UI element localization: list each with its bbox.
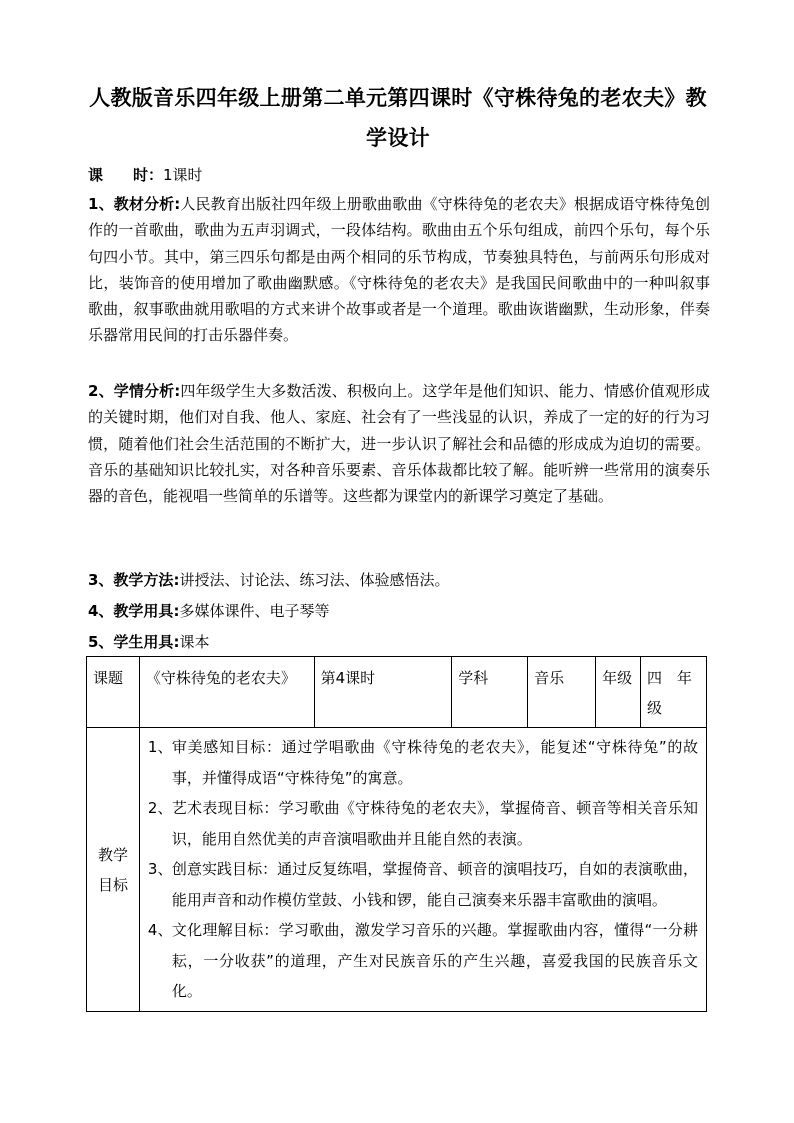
lesson-plan-table xyxy=(86,656,707,1012)
goal-item xyxy=(148,732,698,793)
goal-text: 艺术表现目标：学习歌曲《守株待兔的老农夫》，掌握倚音、顿音等相关音乐知识，能用自然优美的声音演唱歌曲并且能自然的表演。 xyxy=(171,799,698,848)
section-text: 讲授法、讨论法、练习法、体验感悟法。 xyxy=(179,571,450,589)
section-text: 人民教育出版社四年级上册歌曲歌曲《守株待兔的老农夫》根据成语守株待兔创作的一首歌曲，歌曲为五声羽调式，一段体结构。歌曲由五个乐句组成，前四个乐句，每个乐句四小节。其中，第三四乐句都是由两个相同的乐节构成，节奏独具特色，与前两乐句形成对比，装饰音的使用增加了歌曲幽默感。《守株待兔的老农夫》是我国民间歌曲中的一种叫叙事歌曲，叙事歌曲就用歌唱的方式来讲个故事或者是一个道理。歌曲诙谐幽默，生动形象，伴奏乐器常用民间的打击乐器伴奏。 xyxy=(88,195,710,345)
grade-value-cell: 四 年级 xyxy=(641,657,707,728)
section-teaching-tools xyxy=(88,598,710,624)
section-label: 4、教学用具: xyxy=(88,602,180,620)
section-teaching-method xyxy=(88,567,710,593)
goal-number: 4、 xyxy=(147,921,173,939)
section-text: 课本 xyxy=(179,633,210,651)
goal-text: 创意实践目标：通过反复练唱，掌握倚音、顿音的演唱技巧，自如的表演歌曲，能用声音和动作模仿堂鼓、小钱和锣，能自己演奏来乐器丰富歌曲的演唱。 xyxy=(171,860,698,909)
section-label: 2、学情分析: xyxy=(88,382,181,400)
lesson-cell: 第4课时 xyxy=(314,657,452,728)
goal-item xyxy=(148,854,698,915)
section-label: 5、学生用具: xyxy=(88,633,180,651)
section-label: 3、教学方法: xyxy=(88,571,180,589)
section-text: 多媒体课件、电子琴等 xyxy=(179,602,330,620)
goal-number: 1、 xyxy=(147,738,173,756)
section-textbook-analysis xyxy=(88,191,710,349)
goal-number: 3、 xyxy=(147,860,173,878)
document-title: 人教版音乐四年级上册第二单元第四课时《守株待兔的老农夫》教学设计 xyxy=(89,86,707,150)
table-goals-row xyxy=(87,728,707,1012)
section-label: 1、教材分析: xyxy=(88,195,181,213)
goal-text: 文化理解目标：学习歌曲，激发学习音乐的兴趣。掌握歌曲内容，懂得“一分耕耘，一分收获”的道理，产生对民族音乐的产生兴趣，喜爱我国的民族音乐文化。 xyxy=(171,921,698,1000)
goals-label-cell: 教学目标 xyxy=(87,728,140,1012)
section-student-tools xyxy=(88,629,710,655)
section-student-analysis xyxy=(88,378,710,509)
class-hours-value: 1课时 xyxy=(163,166,203,184)
topic-value-cell: 《守株待兔的老农夫》 xyxy=(139,657,314,728)
topic-label-cell: 课题 xyxy=(87,657,140,728)
subject-value-cell: 音乐 xyxy=(528,657,596,728)
class-hours-label: 课 时： xyxy=(88,166,164,184)
goal-text: 审美感知目标：通过学唱歌曲《守株待兔的老农夫》，能复述“守株待兔”的故事，并懂得成语“守株待兔”的寓意。 xyxy=(171,738,698,787)
goal-number: 2、 xyxy=(147,799,173,817)
table-header-row xyxy=(87,657,707,728)
goal-item xyxy=(148,915,698,1007)
subject-label-cell: 学科 xyxy=(452,657,528,728)
section-text: 四年级学生大多数活泼、积极向上。这学年是他们知识、能力、情感价值观形成的关键时期，他们对自我、他人、家庭、社会有了一些浅显的认识，养成了一定的好的行为习惯，随着他们社会生活范围的不断扩大，进一步认识了解社会和品德的形成成为迫切的需要。音乐的基础知识比较扎实，对各种音乐要素、音乐体裁都比较了解。能听辨一些常用的演奏乐器的音色，能视唱一些简单的乐谱等。这些都为课堂内的新课学习奠定了基础。 xyxy=(88,382,710,506)
class-hours-line xyxy=(88,162,710,188)
goals-content-cell xyxy=(139,728,706,1012)
grade-label-cell: 年级 xyxy=(596,657,641,728)
goal-item xyxy=(148,793,698,854)
